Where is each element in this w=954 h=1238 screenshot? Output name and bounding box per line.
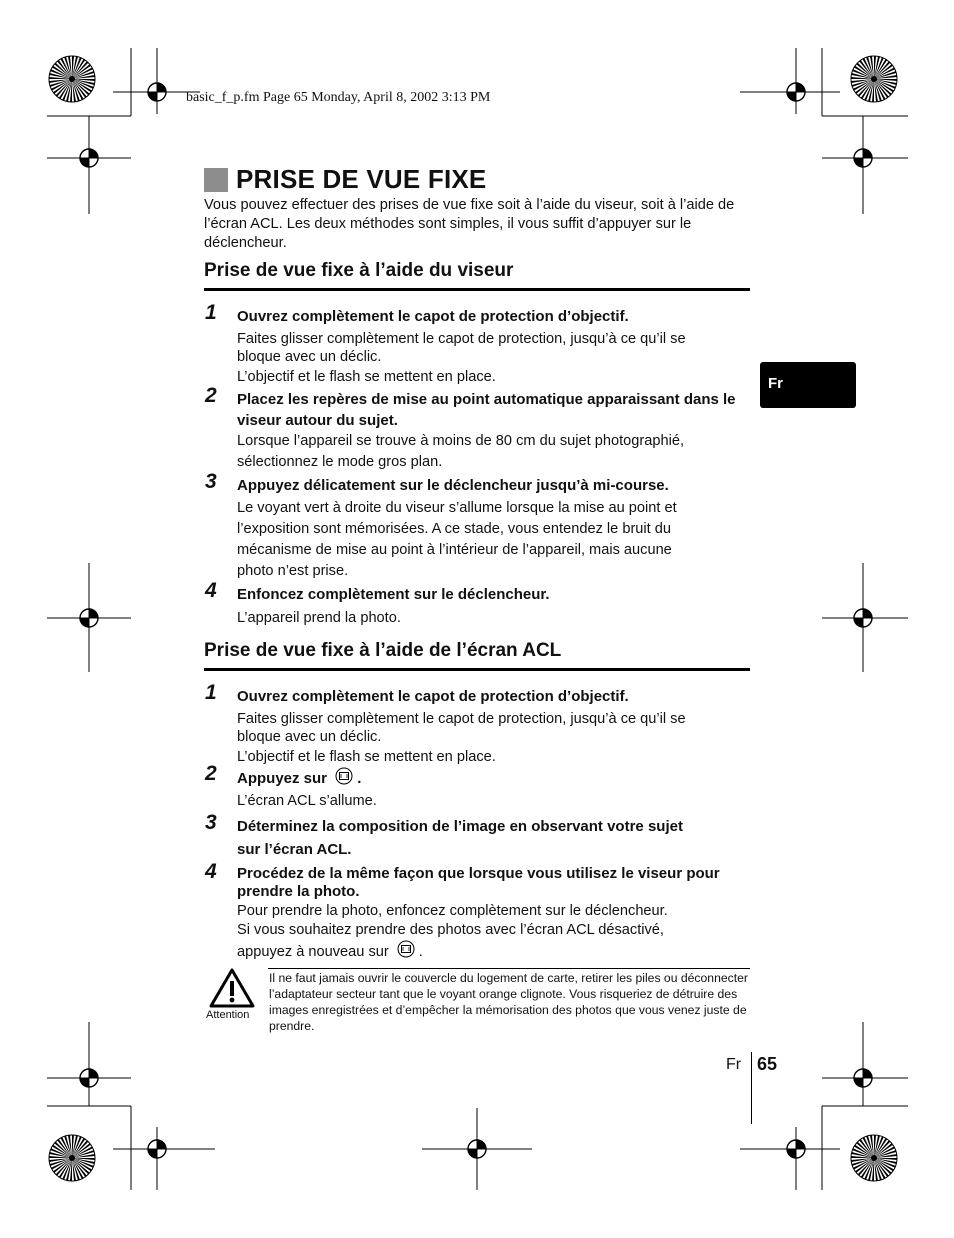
step-heading: Placez les repères de mise au point automatique apparaissant dans le viseur autour du sujet.: [237, 391, 736, 429]
registration-mark-icon: [455, 1127, 499, 1171]
step-body-line: mécanisme de mise au point à l’intérieur de l’appareil, mais aucune: [237, 542, 672, 558]
page-number: 65: [757, 1054, 778, 1074]
registration-mark-icon: [774, 70, 818, 114]
registration-mark-icon: [67, 596, 111, 640]
language-tab-label: Fr: [768, 375, 783, 392]
registration-mark-icon: [135, 1127, 179, 1171]
step-body-line: Faites glisser complètement le capot de protection, jusqu’à ce qu’il se: [237, 331, 686, 347]
step-body-line: photo n’est prise.: [237, 563, 349, 579]
intro-paragraph: Vous pouvez effectuer des prises de vue fixe soit à l’aide du viseur, soit à l’aide de l’écran ACL. Les deux méthodes sont simples, il vous suffit d’appuyer sur le déclencheur.: [204, 197, 735, 251]
step-body-line: bloque avec un déclic.: [237, 729, 382, 745]
starburst-target-icon: [49, 1135, 95, 1181]
step-number: 1: [205, 301, 217, 324]
registration-mark-icon: [841, 136, 885, 180]
registration-mark-icon: [67, 1056, 111, 1100]
starburst-target-icon: [851, 1135, 897, 1181]
starburst-target-icon: [851, 56, 897, 102]
step-body-line: L’objectif et le flash se mettent en place.: [237, 749, 496, 765]
step-body-line: L’objectif et le flash se mettent en place.: [237, 369, 496, 385]
step-body-line: Lorsque l’appareil se trouve à moins de 80 cm du sujet photographié,: [237, 433, 685, 449]
footer-language: Fr: [726, 1056, 742, 1073]
step-heading: Appuyez délicatement sur le déclencheur jusqu’à mi-course.: [237, 477, 669, 494]
step-number: 4: [205, 579, 217, 602]
step-body-period: .: [418, 943, 423, 960]
step-body: [237, 608, 752, 628]
registration-mark-icon: [774, 1127, 818, 1171]
step-body-line: L’appareil prend la photo.: [237, 610, 401, 626]
file-header-note: basic_f_p.fm Page 65 Monday, April 8, 2002 3:13 PM: [186, 90, 491, 105]
step-body-line: sélectionnez le mode gros plan.: [237, 454, 443, 470]
step-number: 3: [205, 470, 217, 493]
step-body: [237, 791, 752, 811]
language-tab: [760, 362, 856, 408]
step-body-line: Pour prendre la photo, enfoncez complètement sur le déclencheur.: [237, 903, 668, 919]
starburst-target-icon: [49, 56, 95, 102]
step-heading: Ouvrez complètement le capot de protection d’objectif.: [237, 688, 629, 705]
page-title: PRISE DE VUE FIXE: [236, 164, 487, 194]
step-body-line: [237, 940, 752, 964]
registration-mark-icon: [841, 1056, 885, 1100]
step-body: [237, 709, 752, 767]
section-heading-viewfinder: Prise de vue fixe à l’aide du viseur: [204, 260, 750, 291]
step-body-line: Faites glisser complètement le capot de protection, jusqu’à ce qu’il se: [237, 711, 686, 727]
step-heading: Procédez de la même façon que lorsque vous utilisez le viseur pour prendre la photo.: [237, 865, 720, 900]
step-heading-period: .: [357, 769, 362, 787]
step-heading-line: Déterminez la composition de l’image en observant votre sujet: [237, 818, 683, 835]
registration-mark-icon: [67, 136, 111, 180]
title-square-icon: [204, 168, 228, 192]
step-body-line: Si vous souhaitez prendre des photos avec l’écran ACL désactivé,: [237, 922, 664, 938]
step-number: 4: [205, 860, 217, 883]
warning-triangle-icon: [209, 967, 255, 1009]
step-body: [237, 431, 752, 472]
step-body-line: l’exposition sont mémorisées. A ce stade, vous entendez le bruit du: [237, 521, 672, 537]
step-number: 1: [205, 681, 217, 704]
step-heading-text: Appuyez sur: [237, 769, 328, 787]
step-number: 3: [205, 811, 217, 834]
step-body: [237, 498, 752, 581]
step-number: 2: [205, 762, 217, 785]
step-body-line: L’écran ACL s’allume.: [237, 793, 377, 809]
step-body: [237, 902, 752, 964]
step-heading: [237, 767, 752, 791]
step-body-text: appuyez à nouveau sur: [237, 943, 389, 960]
caution-divider: [268, 968, 750, 969]
page-title-block: [204, 164, 486, 195]
caution-text: Il ne faut jamais ouvrir le couvercle du logement de carte, retirer les piles ou déconnecter l’adaptateur secteur tant que le voyant orange clignote. Vous risqueriez de détruire des images enregistrées et d’empêcher la mémorisation des photos que vous venez juste de prendre.: [269, 971, 748, 1033]
footer-divider: [751, 1052, 752, 1124]
step-body: [237, 329, 752, 387]
attention-label: Attention: [206, 1009, 250, 1021]
lcd-monitor-icon: [397, 940, 415, 964]
step-heading: [237, 816, 752, 860]
section-heading-lcd: Prise de vue fixe à l’aide de l’écran ACL: [204, 640, 750, 671]
step-number: 2: [205, 384, 217, 407]
step-body-line: Le voyant vert à droite du viseur s’allume lorsque la mise au point et: [237, 500, 677, 516]
step-body-line: bloque avec un déclic.: [237, 349, 382, 365]
registration-mark-icon: [841, 596, 885, 640]
step-heading-line: sur l’écran ACL.: [237, 841, 352, 858]
step-heading: Ouvrez complètement le capot de protection d’objectif.: [237, 308, 629, 325]
lcd-monitor-icon: [335, 767, 353, 791]
registration-mark-icon: [135, 70, 179, 114]
step-heading: Enfoncez complètement sur le déclencheur.: [237, 586, 550, 603]
